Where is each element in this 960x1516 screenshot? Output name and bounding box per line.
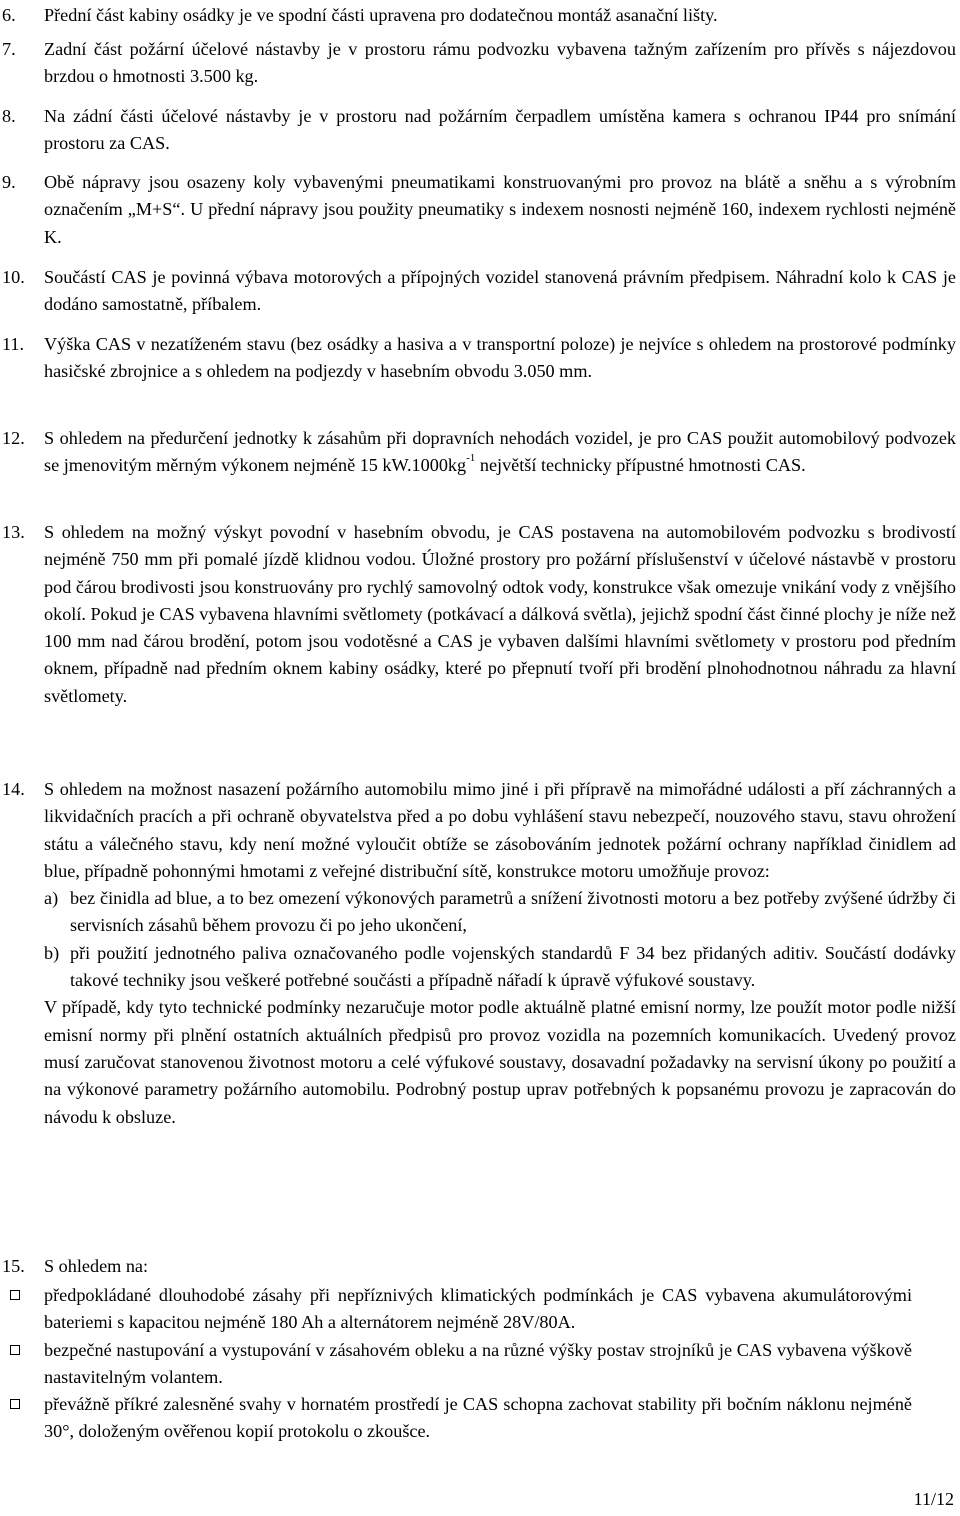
list-item-8 [0,103,956,158]
bullet-item [0,1337,912,1392]
item-text-part: S ohledem na předurčení jednotky k zásahům při dopravních nehodách vozidel, je pro CAS použit automobilový podvozek se jmenovitým měrným výkonem nejméně 15 kW.1000kg [44,428,956,476]
bullet-item [0,1282,912,1337]
list-item-15 [0,1253,956,1280]
item-text: S ohledem na: [44,1256,149,1276]
list-item-6 [0,2,956,29]
item-text: Součástí CAS je povinná výbava motorových a přípojných vozidel stanovená právním předpisem. Náhradní kolo k CAS je dodáno samostatně, příbalem. [44,267,956,315]
bullet-text: převážně příkré zalesněné svahy v hornatém prostředí je CAS schopna zachovat stability při bočním náklonu nejméně 30°, doloženým ověřenou kopií protokolu o zkoušce. [44,1394,912,1442]
sub-item-letter: b) [44,942,60,963]
item-text [44,425,956,480]
item-number: 8. [2,106,16,126]
sub-item-text: při použití jednotného paliva označovaného podle vojenských standardů F 34 bez přidaných aditiv. Součástí dodávky takové techniky jsou veškeré potřebné součásti a případně nářadí k úpravě výfukové soustavy. [70,942,956,991]
list-item-13 [0,519,956,710]
list-item-12 [0,425,956,480]
list-item-7 [0,36,956,91]
item-text: S ohledem na možnost nasazení požárního automobilu mimo jiné i při přípravě na mimořádné události a pří záchranných a likvidačních pracích a při ochraně obyvatelstva před a po dobu vyhlášení stavu nebezpečí, nouzového stavu, stavu ohrožení státu a válečného stavu, kdy není možné vyloučit obtíže se zásobováním jednotek požární ochrany například činidlem ad blue, případně pohonnými hmotami z veřejné distribuční sítě, konstrukce motoru umožňuje provoz: [44,779,956,881]
list-item-14 [0,776,956,1131]
checkbox-square-icon [10,1399,20,1409]
item-text: Přední část kabiny osádky je ve spodní části upravena pro dodatečnou montáž asanační lišty. [44,5,718,25]
item-number: 11. [2,334,25,354]
item-text-part: největší technicky přípustné hmotnosti CAS. [475,455,806,476]
sub-item-a [44,885,956,940]
item-number: 13. [2,522,25,542]
item-text: S ohledem na možný výskyt povodní v hasebním obvodu, je CAS postavena na automobilovém podvozku s brodivostí nejméně 750 mm při pomalé jízdě klidnou vodou. Úložné prostory pro požární příslušenství v účelové nástavbě v prostoru pod čárou brodivosti jsou konstruovány pro rychlý samovolný odtok vody, konstrukce však omezuje vnikání vody z vnějšího okolí. Pokud je CAS vybavena hlavními světlomety (potkávací a dálková světla), jejichž spodní část činné plochy je níže než 100 mm nad čárou brodění, potom jsou vodotěsné a CAS je vybaven dalšími hlavními světlomety v prostoru pod předním oknem, případně nad předním oknem kabiny osádky, které po přepnutí tvoří při brodění plnohodnotnou náhradu za hlavní světlomety. [44,522,956,706]
sub-item-text: bez činidla ad blue, a to bez omezení výkonových parametrů a snížení životnosti motoru a bez potřeby zvýšené údržby či servisních zásahů během provozu či po jeho ukončení, [70,888,956,936]
item-number: 14. [2,779,25,799]
bullet-text: bezpečné nastupování a vystupování v zásahovém obleku a na různé výšky postav strojníků je CAS vybavena výškově nastavitelným volantem. [44,1339,912,1387]
item-continuation-text: V případě, kdy tyto technické podmínky nezaručuje motor podle aktuálně platné emisní normy, lze použít motor podle nižší emisní normy při plnění ostatních aktuálních předpisů pro provoz vozidla na pozemních komunikacích. Uvedený provoz musí zaručovat stanovenou životnost motoru a celé výfukové soustavy, dosavadní požadavky na servisní úkony po použití a na výkonové parametry požárního automobilu. Podrobný postup uprav potřebných k popsanému provozu je zapracován do návodu k obsluze. [44,997,956,1127]
item-text: Zadní část požární účelové nástavby je v prostoru rámu podvozku vybavena tažným zařízením pro přívěs s nájezdovou brzdou o hmotnosti 3.500 kg. [44,39,956,87]
item-number: 9. [2,172,16,192]
item-text: Na zádní části účelové nástavby je v prostoru nad požárním čerpadlem umístěna kamera s ochranou IP44 pro snímání prostoru za CAS. [44,106,956,154]
item-number: 7. [2,39,16,59]
checkbox-square-icon [10,1290,20,1300]
bullet-list [0,1282,912,1446]
checkbox-square-icon [10,1345,20,1355]
superscript: -1 [466,452,476,465]
bullet-item [0,1391,912,1446]
sub-item-b [44,940,956,995]
item-number: 10. [2,267,25,287]
list-item-9 [0,169,956,251]
item-number: 6. [2,5,16,25]
item-number: 12. [2,428,25,448]
item-text: Výška CAS v nezatíženém stavu (bez osádky a hasiva a v transportní poloze) je nejvíce s ohledem na prostorové podmínky hasičské zbrojnice a s ohledem na podjezdy v hasebním obvodu 3.050 mm. [44,334,956,382]
sub-item-letter: a) [44,888,59,909]
item-number: 15. [2,1256,25,1276]
item-text: Obě nápravy jsou osazeny koly vybavenými pneumatikami konstruovanými pro provoz na blátě a sněhu a s výrobním označením „M+S“. U přední nápravy jsou použity pneumatiky s indexem nosnosti nejméně 160, indexem rychlosti nejméně K. [44,172,956,247]
list-item-11 [0,331,956,386]
list-item-10 [0,264,956,319]
page-number: 11/12 [913,1489,954,1509]
bullet-text: předpokládané dlouhodobé zásahy při nepříznivých klimatických podmínkách je CAS vybavena akumulátorovými bateriemi s kapacitou nejméně 180 Ah a alternátorem nejméně 28V/80A. [44,1285,912,1333]
